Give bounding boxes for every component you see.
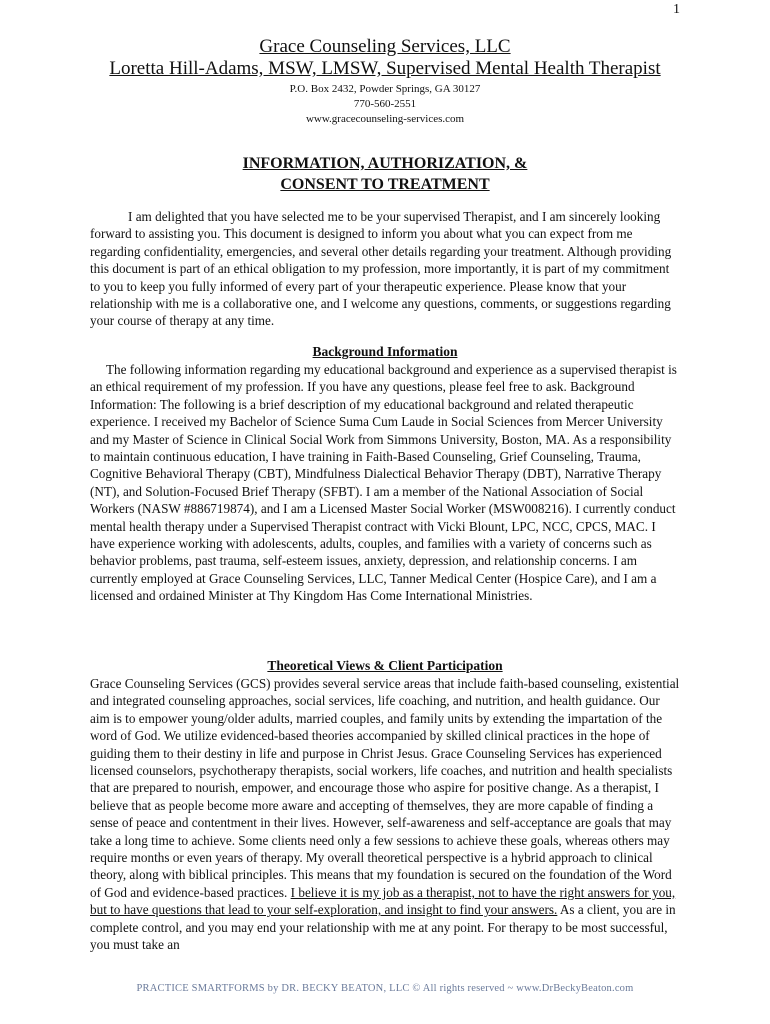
background-heading: Background Information (312, 344, 458, 359)
theory-heading: Theoretical Views & Client Participation (267, 658, 503, 673)
intro-paragraph: I am delighted that you have selected me to be your supervised Therapist, and I am sincerely looking forward to assisting you. This document is designed to inform you about what you can expect from me regarding confidentiality, emergencies, and several other details regarding your treatment. Although providing this document is part of an ethical obligation to my profession, more importantly, it is part of my commitment to you to keep you fully informed of every part of your therapeutic experience. Please know that your relationship with me is a collaborative one, and I welcome any questions, comments, or suggestions regarding your course of therapy at any time. (90, 209, 672, 329)
company-name: Grace Counseling Services, LLC (259, 36, 511, 57)
theory-text-before: Grace Counseling Services (GCS) provides several service areas that include faith-based counseling, existential and integrated counseling approaches, social services, life coaching, and nutrition, and health guidance. Our aim is to empower young/older adults, married couples, and family units by extending the impartation of the word of God. We utilize evidenced-based theories accompanied by skilled clinical practices in the hope of guiding them to their destiny in life and purpose in Christ Jesus. Grace Counseling Services has experienced licensed counselors, psychotherapy therapists, social workers, life coaches, and nutrition and health specialists that are prepared to nourish, empower, and encourage those who aspire for positive change. As a therapist, I believe that as people become more aware and accepting of themselves, they are more capable of finding a sense of peace and contentment in their lives. However, self-awareness and self-acceptance are goals that may take a long time to achieve. Some clients need only a few sessions to achieve these goals, whereas others may require months or even years of therapy. My overall theoretical perspective is a hybrid approach to clinical theory, along with biblical principles. This means that my foundation is secured on the foundation of the Word of God and evidence-based practices. (90, 676, 680, 900)
theory-text-underlined: I believe it is my job as a therapist, not to have the right answers for you, but to have questions that lead to your self-exploration, and insight to find your answers. (90, 884, 676, 918)
title-line-1: INFORMATION, AUTHORIZATION, & (242, 155, 528, 172)
address: P.O. Box 2432, Powder Springs, GA 30127 (289, 83, 481, 95)
letterhead (0, 36, 770, 127)
website: www.gracecounseling-services.com (305, 113, 465, 125)
therapist-name: Loretta Hill-Adams, MSW, LMSW, Supervised Mental Health Therapist (109, 58, 661, 79)
page-number: 1 (673, 2, 680, 17)
theory-text-after: As a client, you are in complete control, and you may end your relationship with me at any point. For therapy to be most successful, you must take an (90, 902, 676, 953)
phone: 770-560-2551 (353, 98, 417, 110)
background-paragraph: The following information regarding my educational background and experience as a supervised therapist is an ethical requirement of my profession. If you have any questions, please feel free to ask. Background Information: The following is a brief description of my educational background and related therapeutic experience. I received my Bachelor of Science Suma Cum Laude in Social Sciences from Mercer University and my Master of Science in Clinical Social Work from Simmons University, Boston, MA. As a responsibility to maintain continuous education, I have training in Faith-Based Counseling, Grief Counseling, Trauma, Cognitive Behavioral Therapy (CBT), Mindfulness Dialectical Behavior Therapy (DBT), Narrative Therapy (NT), and Solution-Focused Brief Therapy (SFBT). I am a member of the National Association of Social Workers (NASW #886719874), and I am a Licensed Master Social Worker (MSW008216). I currently conduct mental health therapy under a Supervised Therapist contract with Vicki Blount, LPC, NCC, CPCS, MAC. I have experience working with adolescents, adults, couples, and families with a variety of concerns such as behavior problems, past trauma, self-esteem issues, anxiety, depression, and relationship concerns. I am currently employed at Grace Counseling Services, LLC, Tanner Medical Center (Hospice Care), and I am a licensed and ordained Minister at Thy Kingdom Has Come International Ministries. (90, 362, 677, 604)
title-line-2: CONSENT TO TREATMENT (280, 176, 490, 193)
document-title (0, 153, 770, 195)
theory-paragraph (90, 675, 680, 954)
footer: PRACTICE SMARTFORMS by DR. BECKY BEATON, LLC © All rights reserved ~ www.DrBeckyBeaton.com (136, 983, 634, 994)
